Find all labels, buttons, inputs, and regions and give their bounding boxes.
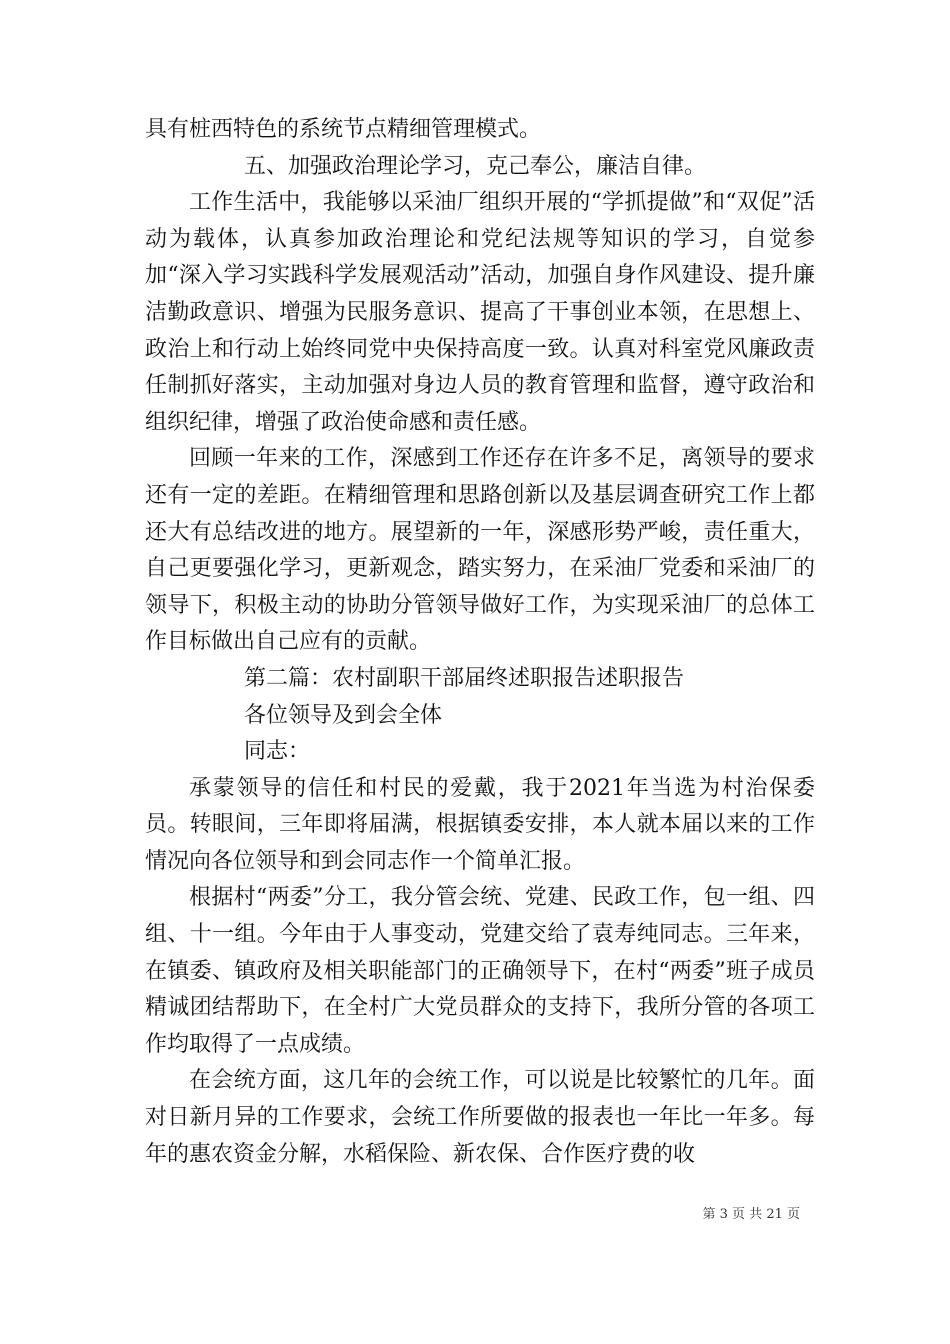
paragraph-accounting: 在会统方面，这几年的会统工作，可以说是比较繁忙的几年。面对日新月异的工作要求，会统工作所要做的报表也一年比一年多。每年的惠农资金分解，水稻保险、新农保、合作医疗费的收 bbox=[145, 1068, 815, 1167]
document-body bbox=[145, 112, 815, 1173]
page-number: 第 3 页 共 21 页 bbox=[702, 1207, 800, 1222]
paragraph-introduction: 承蒙领导的信任和村民的爱戴，我于2021年当选为村治保委员。转眼间，三年即将届满，根据镇委安排，本人就本届以来的工作情况向各位领导和到会同志作一个简单汇报。 bbox=[145, 775, 815, 874]
chapter-title: 第二篇：农村副职干部届终述职报告述职报告 bbox=[244, 665, 685, 691]
paragraph-political-study: 工作生活中，我能够以采油厂组织开展的“学抓提做”和“双促”活动为载体，认真参加政治理论和党纪法规等知识的学习，自觉参加“深入学习实践科学发展观活动”活动，加强自身作风建设、提升廉洁勤政意识、增强为民服务意识、提高了干事创业本领，在思想上、政治上和行动上始终同党中央保持高度一致。认真对科室党风廉政责任制抓好落实，主动加强对身边人员的教育管理和监督，遵守政治和组织纪律，增强了政治使命感和责任感。 bbox=[145, 190, 815, 435]
paragraph-review: 回顾一年来的工作，深感到工作还存在许多不足，离领导的要求还有一定的差距。在精细管理和思路创新以及基层调查研究工作上都还大有总结改进的地方。展望新的一年，深感形势严峻，责任重大，自己更要强化学习，更新观念，踏实努力，在采油厂党委和采油厂的领导下，积极主动的协助分管领导做好工作，为实现采油厂的总体工作目标做出自己应有的贡献。 bbox=[145, 446, 815, 655]
paragraph-division-of-work: 根据村“两委”分工，我分管会统、党建、民政工作，包一组、四组、十一组。今年由于人事变动，党建交给了袁寿纯同志。三年来，在镇委、镇政府及相关职能部门的正确领导下，在村“两委”班子成员精诚团结帮助下，在全村广大党员群众的支持下，我所分管的各项工作均取得了一点成绩。 bbox=[145, 885, 815, 1057]
salutation-line: 各位领导及到会全体 bbox=[244, 702, 443, 728]
salutation-comrades: 同志： bbox=[244, 739, 311, 765]
section-heading-five: 五、加强政治理论学习，克己奉公，廉洁自律。 bbox=[244, 153, 707, 179]
paragraph-continuation: 具有桩西特色的系统节点精细管理模式。 bbox=[145, 117, 542, 142]
